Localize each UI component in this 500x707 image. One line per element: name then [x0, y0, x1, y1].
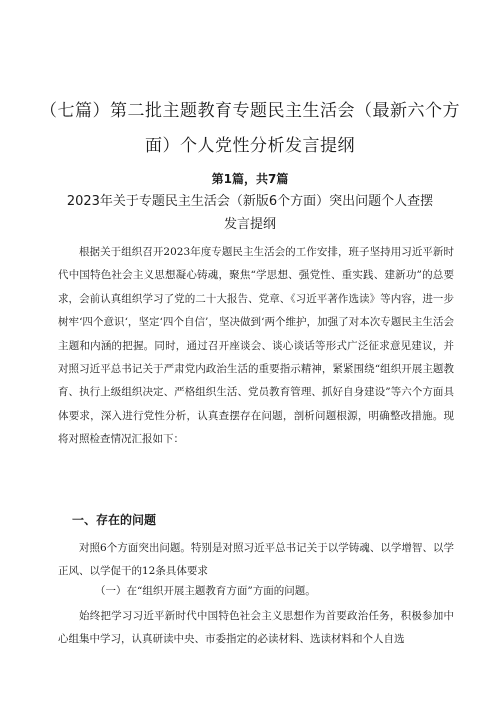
- section-title-line-2: 发言提纲: [223, 217, 276, 232]
- document-title-line-1: （七篇）第二批主题教育专题民主生活会（最新六个方: [40, 101, 460, 121]
- document-title-line-2: 面）个人党性分析发言提纲: [145, 136, 355, 156]
- part-label: 第1篇，共7篇: [211, 172, 289, 186]
- intro-paragraph: 根据关于组织召开2023年度专题民主生活会的工作安排，班子坚持用习近平新时代中国特色社会主义思想凝心铸魂，聚焦“学思想、强党性、重实践、建新功”的总要求，会前认真组织学习了党的二十大报告、党章、《习近平著作选读》等内容，进一步树牢‘四个意识‘，坚定‘四个自信’，坚决做到‘两个维护，加强了对本次专题民主生活会主题和内涵的把握。同时，通过召开座谈会、谈心谈话等形式广泛征求意见建议，并对照习近平总书记关于严肃党内政治生活的重要指示精神，紧紧围绕“组织开展主题教育、执行上级组织决定、严格组织生活、党员教育管理、抓好自身建设”等六个方面具体要求，深入进行党性分析，认真查摆存在问题，剖析问题根源，明确整改措施。现将对照检查情况汇报如下：: [58, 246, 454, 446]
- subsection-heading: （一）在“组织开展主题教育方面”方面的问题。: [95, 585, 316, 597]
- subsection-paragraph: 始终把学习习近平新时代中国特色社会主义思想作为首要政治任务，积极参加中心组集中学习，认真研读中央、市委指定的必读材料、选读材料和个人自选: [58, 610, 454, 646]
- section-title-line-1: 2023年关于专题民主生活会（新版6个方面）突出问题个人查摆: [66, 194, 434, 209]
- section-heading: 一、存在的问题: [72, 513, 157, 527]
- section-paragraph: 对照6个方面突出问题。特别是对照习近平总书记关于以学铸魂、以学增智、以学正风、以学促干的12条具体要求: [58, 542, 454, 578]
